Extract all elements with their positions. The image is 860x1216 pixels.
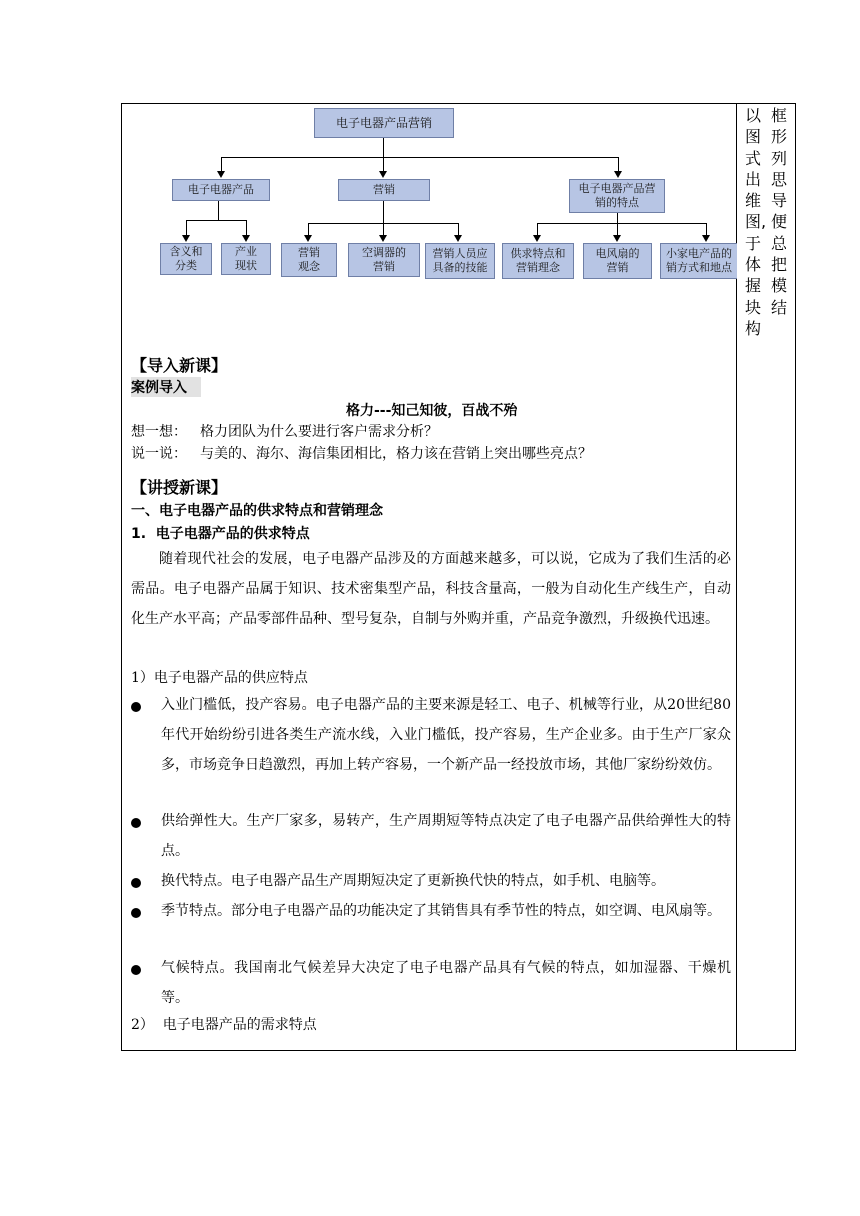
side-note-column-2: 框形列思导便总把模结 [771,106,788,317]
diagram-node-features: 电子电器产品营 销的特点 [569,179,665,213]
bullet-text-3: 换代特点。电子电器产品生产周期短决定了更新换代快的特点，如手机、电脑等。 [161,873,665,889]
supply-title: 1）电子电器产品的供应特点 [131,670,308,686]
arrow-head [304,235,312,242]
think-label: 想一想： [131,424,187,440]
bullet-dot [131,818,141,828]
connector [186,220,247,221]
say-label: 说一说： [131,446,187,462]
diagram-node-small-appliance: 小家电产品的 销方式和地点 [660,243,737,279]
connector [221,157,222,172]
bullet-5 [131,963,141,979]
connector [383,157,384,172]
diagram-node-marketing: 营销 [338,179,430,201]
bullet-dot [131,965,141,975]
bullet-4 [131,906,141,922]
connector [537,223,707,224]
arrow-head [533,235,541,242]
think-text: 格力团队为什么要进行客户需求分析？ [200,424,438,440]
diagram-node-industry: 产业 现状 [221,243,271,275]
bullet-dot [131,878,141,888]
bullet-text-2: 供给弹性大。生产厂家多，易转产，生产周期短等特点决定了电子电器产品供给弹性大的特点。 [161,813,731,859]
connector [246,220,247,236]
arrow-head [379,235,387,242]
diagram-root-box: 电子电器产品营销 [314,108,454,138]
subsection-title: 1. 电子电器产品的供求特点 [131,526,310,542]
arrow-head [242,235,250,242]
arrow-head [379,171,387,178]
bullet-text-1: 入业门槛低，投产容易。电子电器产品的主要来源是轻工、电子、机械等行业，从20世纪80年代开始纷纷引进各类生产流水线，入业门槛低，投产容易，生产企业多。由于生产厂家众多，市场竞争日趋激烈，再加上转产容易，一个新产品一经投放市场，其他厂家纷纷效仿。 [161,697,731,773]
say-text: 与美的、海尔、海信集团相比，格力该在营销上突出哪些亮点？ [200,446,592,462]
arrow-head [217,171,225,178]
bullet-text-5: 气候特点。我国南北气候差异大决定了电子电器产品具有气候的特点，如加湿器、干燥机等。 [161,960,731,1006]
arrow-head [613,235,621,242]
diagram-node-concept: 营销 观念 [281,243,337,277]
diagram-node-definition: 含义和 分类 [160,243,212,275]
connector [221,157,619,158]
section-title: 一、电子电器产品的供求特点和营销理念 [131,503,383,519]
intro-paragraph: 随着现代社会的发展，电子电器产品涉及的方面越来越多，可以说，它成为了我们生活的必需品。电子电器产品属于知识、技术密集型产品，科技含量高，一般为自动化生产线生产，自动化生产水平高；产品零部件品种、型号复杂，自制与外购并重，产品竞争激烈，升级换代迅速。 [131,551,731,627]
bullet-3 [131,876,141,892]
lesson-heading: 【讲授新课】 [131,478,228,497]
bullet-2 [131,816,141,832]
intro-heading: 【导入新课】 [131,356,228,375]
case-label: 案例导入 [131,377,201,397]
bullet-text-4: 季节特点。部分电子电器产品的功能决定了其销售具有季节性的特点，如空调、电风扇等。 [161,903,721,919]
diagram-node-skills: 营销人员应 具备的技能 [425,243,495,279]
arrow-head [454,235,462,242]
bullet-dot [131,908,141,918]
demand-title: 2） 电子电器产品的需求特点 [131,1017,317,1033]
connector [383,201,384,224]
diagram-node-ac: 空调器的 营销 [348,243,420,277]
arrow-head [614,171,622,178]
connector [186,220,187,236]
case-title: 格力---知己知彼，百战不殆 [346,403,518,419]
bullet-1 [131,700,141,716]
side-note-column-1: 以图式出维图,于体握块构 [745,106,767,338]
diagram-node-fan: 电风扇的 营销 [583,243,652,279]
diagram-node-supply-demand: 供求特点和 营销理念 [502,243,574,279]
connector [218,201,219,221]
bullet-dot [131,702,141,712]
arrow-head [182,235,190,242]
connector [383,138,384,158]
arrow-head [702,235,710,242]
diagram-node-electronics: 电子电器产品 [172,179,270,201]
connector [618,157,619,172]
